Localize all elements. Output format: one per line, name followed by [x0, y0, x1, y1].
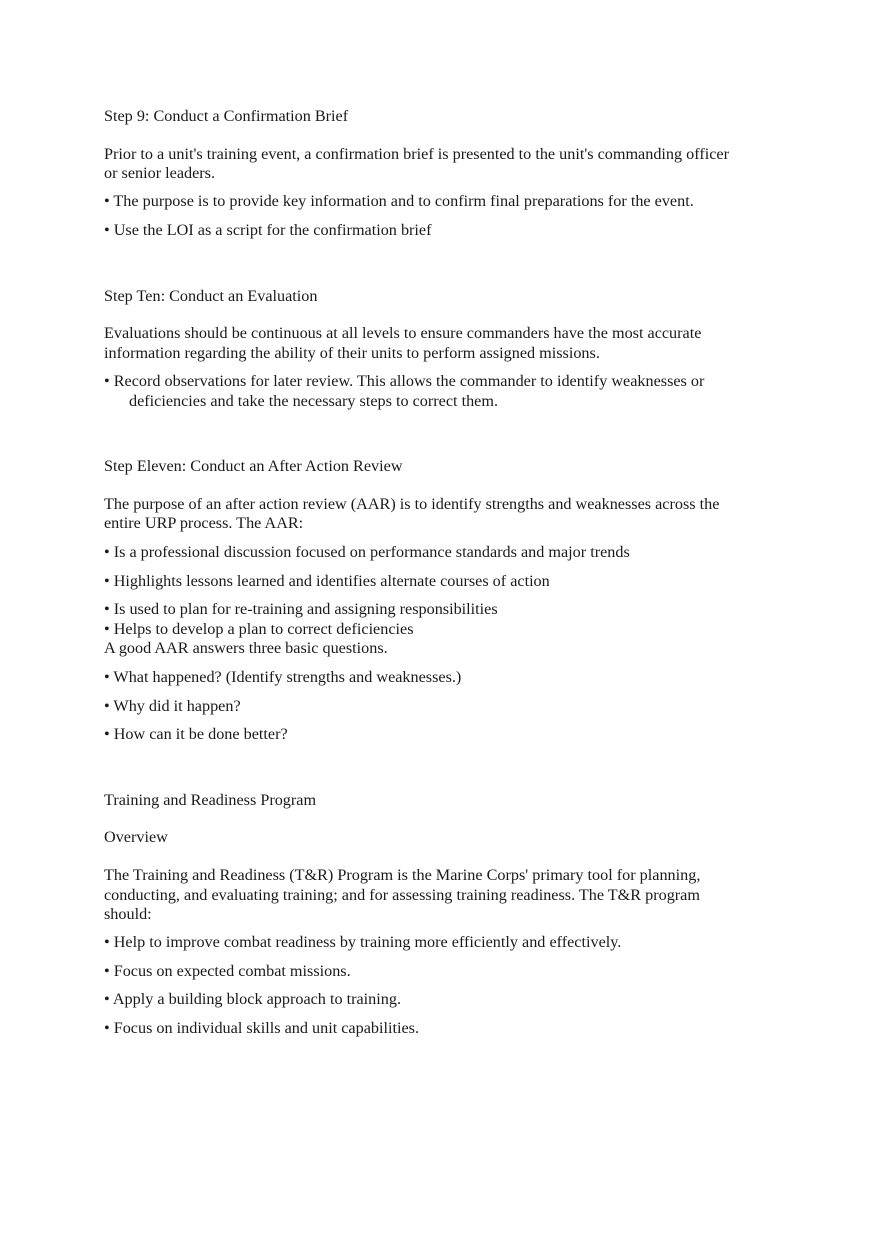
step11-paragraph-line-1: The purpose of an after action review (AAR) is to identify strengths and weaknesses across the [104, 495, 720, 513]
step11-bullet-3: • Is used to plan for re-training and assigning responsibilities [104, 600, 498, 618]
step11-heading: Step Eleven: Conduct an After Action Review [104, 457, 403, 475]
tr-program-paragraph-line-2: conducting, and evaluating training; and for assessing training readiness. The T&R program [104, 886, 700, 904]
step10-paragraph-line-2: information regarding the ability of their units to perform assigned missions. [104, 344, 600, 362]
step10-bullet-1-line-2: deficiencies and take the necessary steps to correct them. [129, 392, 499, 410]
step9-paragraph-line-2: or senior leaders. [104, 164, 216, 182]
tr-program-subheading: Overview [104, 828, 168, 846]
tr-program-bullet-2: • Focus on expected combat missions. [104, 962, 351, 980]
step11-paragraph-line-2: entire URP process. The AAR: [104, 514, 304, 532]
tr-program-paragraph-line-1: The Training and Readiness (T&R) Program is the Marine Corps' primary tool for planning, [104, 866, 701, 884]
step9-paragraph-line-1: Prior to a unit's training event, a confirmation brief is presented to the unit's commanding officer [104, 145, 729, 163]
step10-heading: Step Ten: Conduct an Evaluation [104, 287, 318, 305]
tr-program-paragraph-line-3: should: [104, 905, 152, 923]
step9-bullet-1: • The purpose is to provide key information and to confirm final preparations for the event. [104, 192, 694, 210]
step9-heading: Step 9: Conduct a Confirmation Brief [104, 107, 349, 125]
tr-program-bullet-3: • Apply a building block approach to training. [104, 990, 401, 1008]
tr-program-bullet-1: • Help to improve combat readiness by training more efficiently and effectively. [104, 933, 622, 951]
step11-question-2: • Why did it happen? [104, 697, 241, 715]
step11-bullet-4: • Helps to develop a plan to correct deficiencies [104, 620, 414, 638]
step10-bullet-1-line-1: • Record observations for later review. This allows the commander to identify weaknesses or [104, 372, 705, 390]
step11-question-3: • How can it be done better? [104, 725, 288, 743]
tr-program-heading: Training and Readiness Program [104, 791, 317, 809]
step11-question-1: • What happened? (Identify strengths and weaknesses.) [104, 668, 462, 686]
step11-bullet-2: • Highlights lessons learned and identifies alternate courses of action [104, 572, 550, 590]
step11-questions-intro: A good AAR answers three basic questions. [104, 639, 388, 657]
step9-bullet-2: • Use the LOI as a script for the confirmation brief [104, 221, 432, 239]
step10-paragraph-line-1: Evaluations should be continuous at all levels to ensure commanders have the most accurate [104, 324, 702, 342]
step11-bullet-1: • Is a professional discussion focused on performance standards and major trends [104, 543, 630, 561]
tr-program-bullet-4: • Focus on individual skills and unit capabilities. [104, 1019, 420, 1037]
